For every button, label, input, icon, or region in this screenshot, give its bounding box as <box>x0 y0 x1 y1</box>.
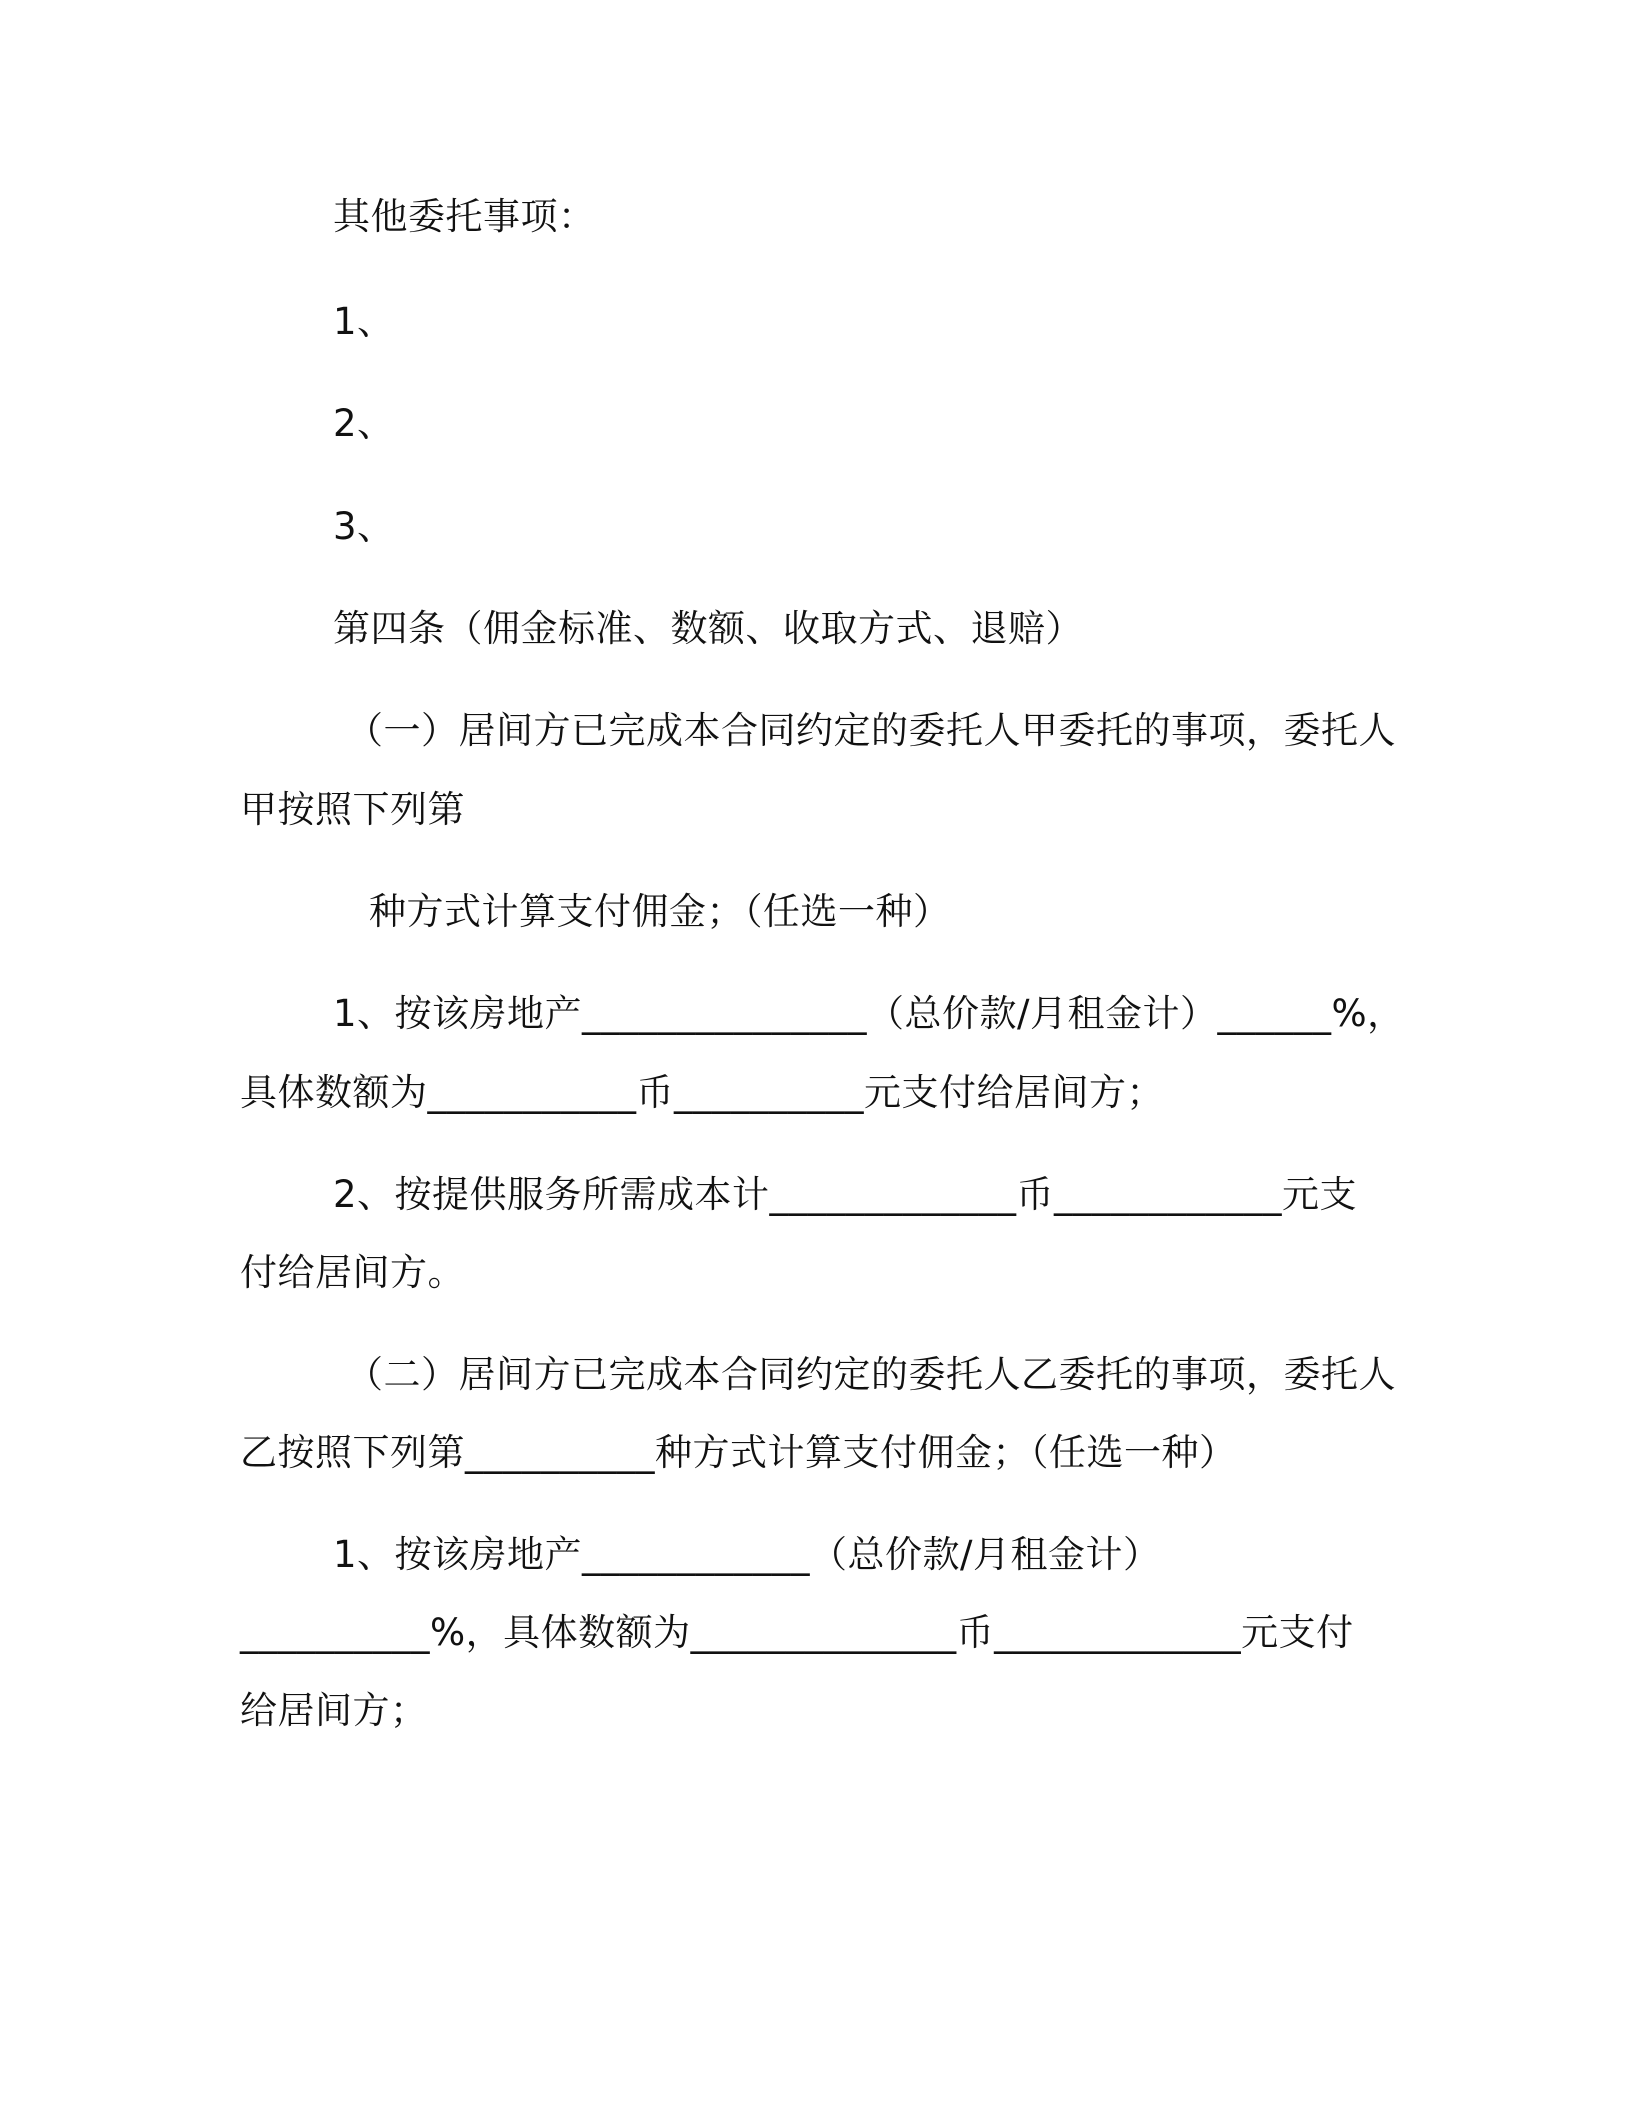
clause-1-option-1: 1、按该房地产_______________（总价款/月租金计）______%， <box>333 992 1405 1035</box>
list-item-3: 3、 <box>333 505 395 548</box>
clause-2-text: 乙按照下列第__________种方式计算支付佣金；（任选一种） <box>240 1431 1237 1474</box>
clause-1-text: 甲按照下列第 <box>240 788 465 831</box>
clause-1-option-2: 付给居间方。 <box>240 1251 465 1294</box>
clause-1-option-2: 2、按提供服务所需成本计_____________币____________元支 <box>333 1173 1358 1216</box>
clause-1-text: 种方式计算支付佣金；（任选一种） <box>369 890 951 933</box>
list-item-1: 1、 <box>333 300 395 343</box>
clause-2-option-1: 1、按该房地产____________（总价款/月租金计） <box>333 1533 1161 1576</box>
other-matters-heading: 其他委托事项： <box>333 195 596 238</box>
clause-1-text: （一）居间方已完成本合同约定的委托人甲委托的事项，委托人 <box>346 709 1396 752</box>
clause-2-text: （二）居间方已完成本合同约定的委托人乙委托的事项，委托人 <box>346 1353 1396 1396</box>
clause-2-option-1: __________%，具体数额为______________币_____________元支付 <box>240 1611 1354 1654</box>
list-item-2: 2、 <box>333 402 395 445</box>
clause-2-option-1: 给居间方； <box>240 1689 428 1732</box>
article-4-title: 第四条（佣金标准、数额、收取方式、退赔） <box>333 607 1083 650</box>
clause-1-option-1: 具体数额为___________币__________元支付给居间方； <box>240 1071 1164 1114</box>
